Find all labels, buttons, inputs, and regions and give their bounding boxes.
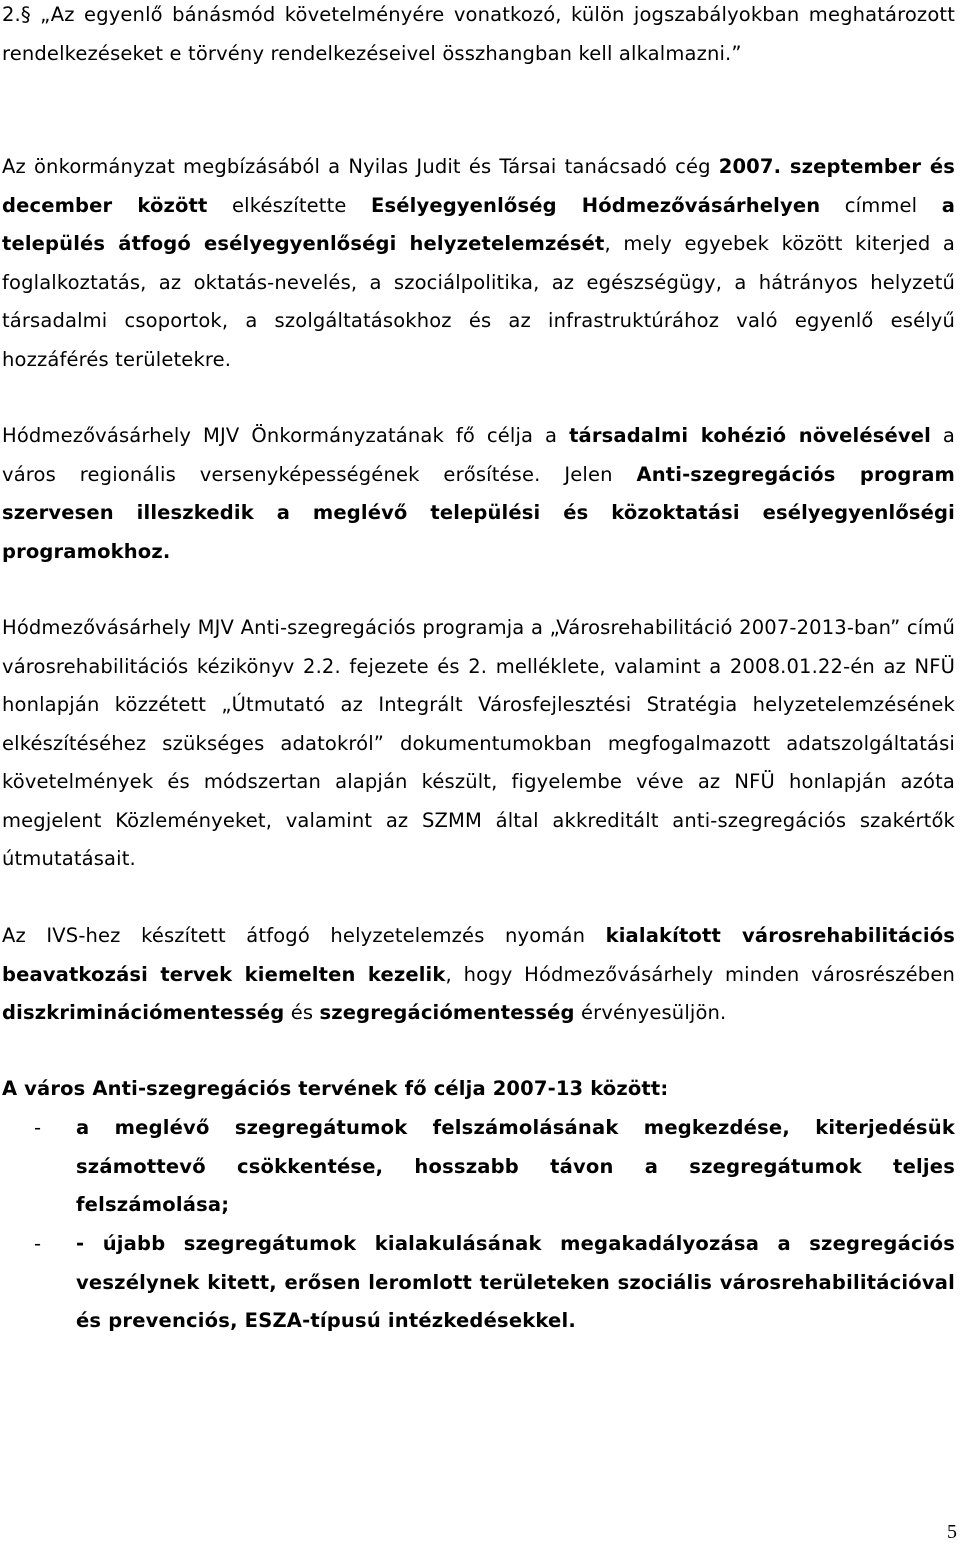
bold-run: a település átfogó esélyegyenlőségi helyzetelemzését xyxy=(2,193,956,255)
text-run: elkészítette xyxy=(207,193,372,217)
bold-run: társadalmi kohézió növelésével xyxy=(569,424,931,447)
text-run: Hódmezővásárhely MJV Anti-szegregációs programja a „Városrehabilitáció 2007-2013-ban” című városrehabilitációs kézikönyv 2.2. fejezete és 2. melléklete, valamint a 2008.01.22-én az NFÜ honlapján közzétett „Útmutató az Integrált Városfejlesztési Stratégia helyzetelemzésének elkészítéséhez szükséges adatokról” dokumentumokban megfogalmazott adatszolgáltatási követelmények és módszertan alapján készült, figyelembe véve az NFÜ honlapján azóta megjelent Közleményeket, valamint az SZMM által akkreditált anti-szegregációs szakértők útmutatásait. xyxy=(2,616,955,870)
page-number: 5 xyxy=(947,1521,957,1543)
text-run: és xyxy=(284,1001,320,1024)
heading-text: A város Anti-szegregációs tervének fő célja 2007-13 között: xyxy=(2,1077,669,1100)
bold-run: kialakított városrehabilitációs beavatkozási tervek kiemelten kezelik xyxy=(2,924,956,986)
list-item-text: a meglévő szegregátumok felszámolásának megkezdése, kiterjedésük számottevő csökkentése, hosszabb távon a szegregátumok teljes felszámolása; xyxy=(76,1116,955,1216)
text-run: Hódmezővásárhely MJV Önkormányzatának fő célja a xyxy=(2,424,570,447)
bold-run: diszkriminációmentesség xyxy=(2,1001,285,1024)
law-quote-paragraph xyxy=(2,0,955,73)
bold-run: szegregációmentesség xyxy=(319,1001,575,1024)
goals-heading xyxy=(2,1070,955,1109)
text-run: , mely egyebek között kiterjed a foglalkoztatás, az oktatás-nevelés, a szociálpolitika, az egészségügy, a hátrányos helyzetű társadalmi csoportok, a szolgáltatásokhoz és az infrastruktúrához való egyenlő esélyű hozzáférés területekre. xyxy=(2,232,955,371)
list-item-text: - újabb szegregátumok kialakulásának megakadályozása a szegregációs veszélynek kitett, erősen leromlott területeken szociális városrehabilitációval és prevenciós, ESZA-típusú intézkedésekkel. xyxy=(76,1232,955,1332)
bold-run: 2007. szeptember és december között xyxy=(2,155,955,217)
text-run: Az IVS-hez készített átfogó helyzetelemzés nyomán xyxy=(2,924,606,947)
list-dash: - xyxy=(34,1232,42,1255)
method-paragraph xyxy=(2,609,955,879)
ivs-paragraph xyxy=(2,917,955,1033)
text-run: érvényesüljön. xyxy=(574,1001,727,1024)
text-run: címmel xyxy=(820,193,942,217)
bold-run: Esélyegyenlőség Hódmezővásárhelyen xyxy=(371,193,821,217)
goal-list-item xyxy=(0,1225,955,1341)
law-quote-text: 2.§ „Az egyenlő bánásmód követelményére vonatkozó, külön jogszabályokban meghatározott rendelkezéseket e törvény rendelkezéseivel összhangban kell alkalmazni.” xyxy=(2,3,955,65)
text-run: a város regionális versenyképességének erősítése. Jelen xyxy=(2,424,955,486)
goal-paragraph xyxy=(2,417,955,571)
analysis-paragraph xyxy=(2,148,955,379)
goal-list-item xyxy=(0,1109,955,1225)
bold-run: Anti-szegregációs program szervesen illeszkedik a meglévő települési és közoktatási esélyegyenlőségi programokhoz. xyxy=(2,462,955,563)
list-dash: - xyxy=(34,1116,42,1139)
text-run: Az önkormányzat megbízásából a Nyilas Judit és Társai tanácsadó cég xyxy=(2,155,719,178)
text-run: , hogy Hódmezővásárhely minden városrészében xyxy=(445,962,955,986)
